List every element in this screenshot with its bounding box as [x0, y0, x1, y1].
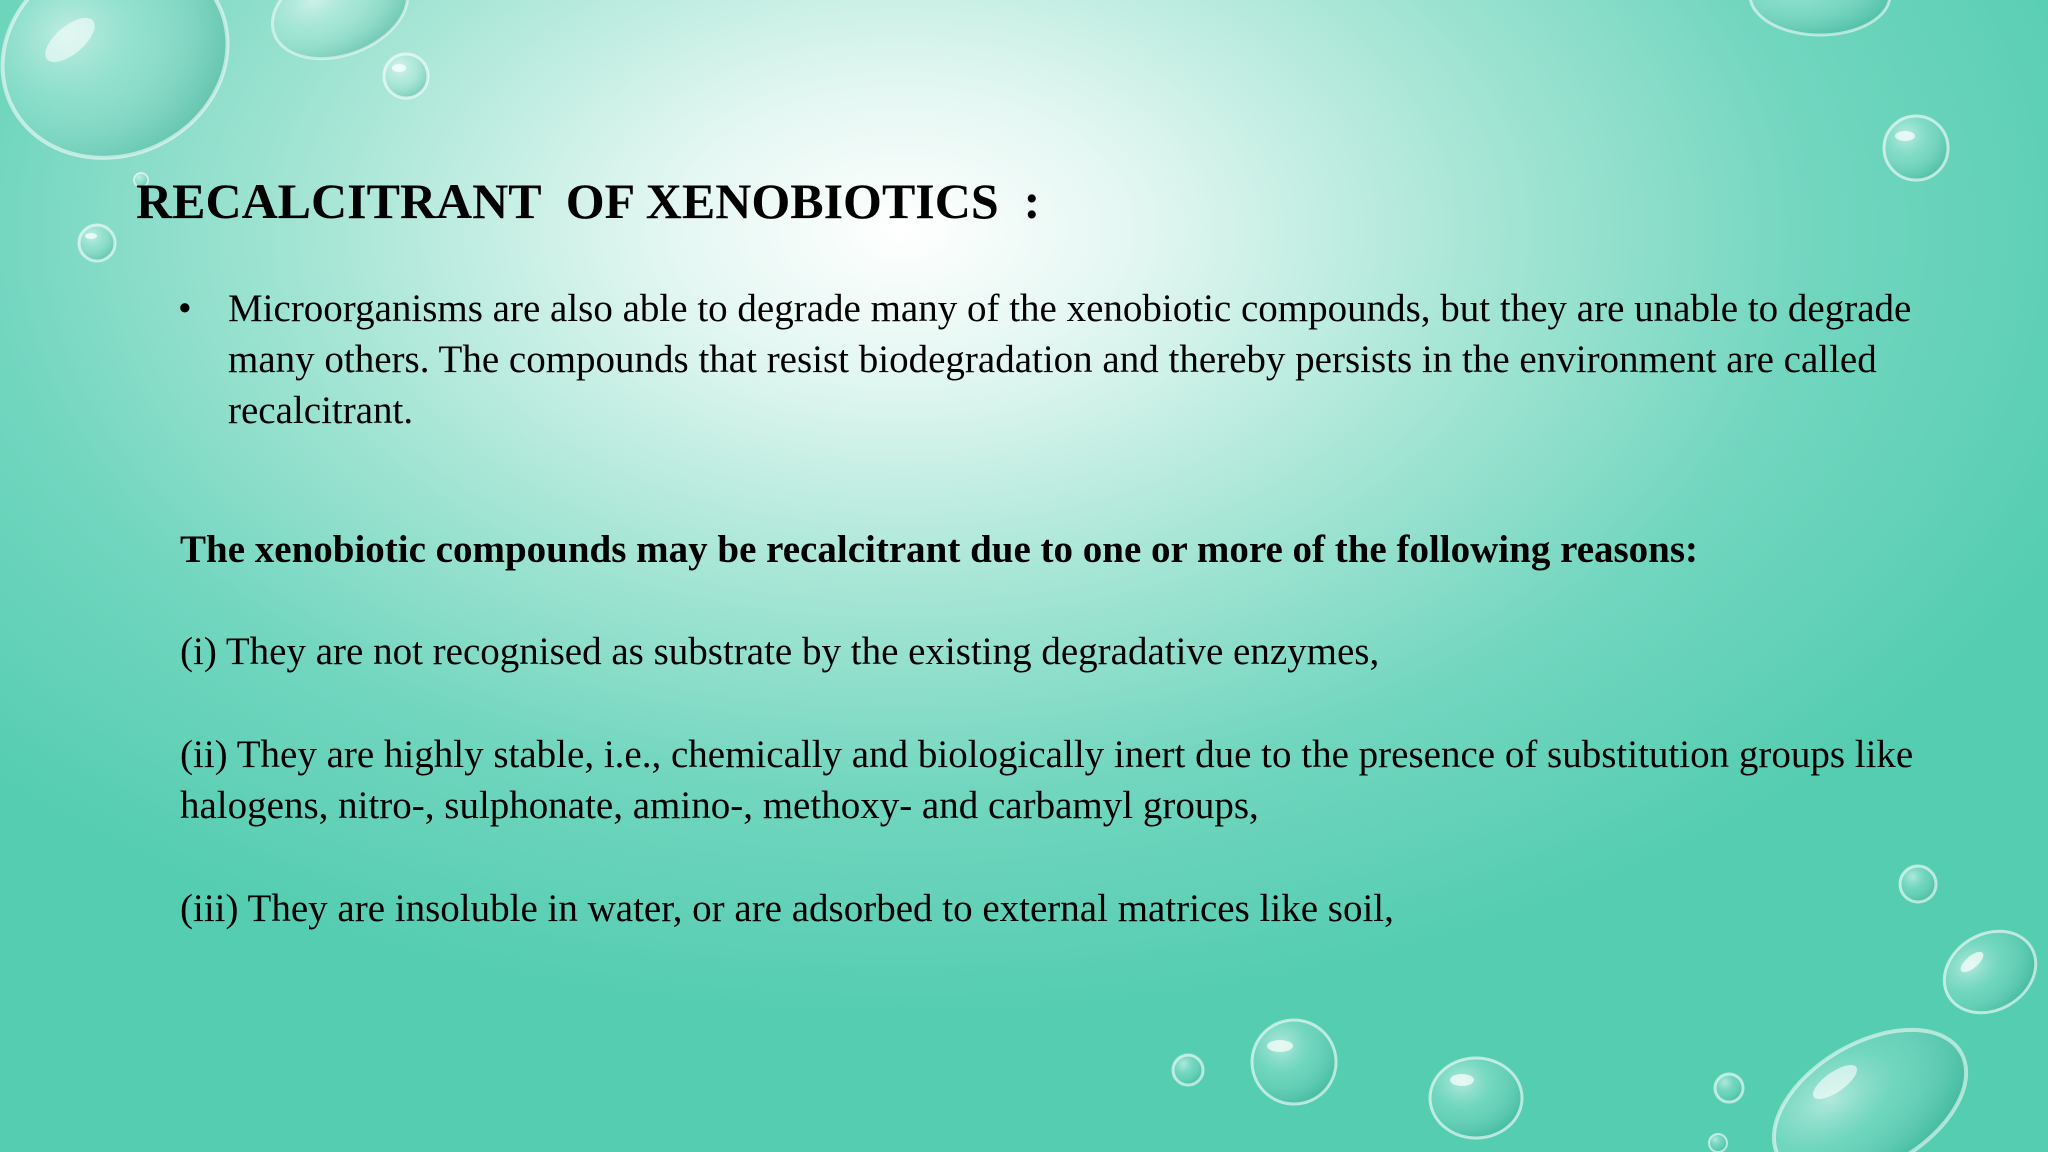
water-droplet-icon [384, 54, 428, 98]
bullet-text: Microorganisms are also able to degrade many of the xenobiotic compounds, but they are unable to degrade many others. The compounds that resist biodegradation and thereby persists in the environment are called recalcitrant. [228, 287, 1912, 432]
water-droplet-icon [1252, 1020, 1336, 1104]
reasons-heading: The xenobiotic compounds may be recalcitrant due to one or more of the following reasons: [180, 528, 1699, 571]
bullet-marker: • [178, 287, 192, 330]
water-droplet-icon [1884, 116, 1948, 180]
water-droplet-icon [0, 0, 261, 194]
water-droplet-icon [1715, 1074, 1743, 1102]
water-droplet-icon [1750, 0, 1890, 35]
reason-item: (i) They are not recognised as substrate by the existing degradative enzymes, [180, 630, 1380, 673]
water-droplet-icon [1430, 1058, 1522, 1138]
reason-item: (ii) They are highly stable, i.e., chemically and biologically inert due to the presence of substitution groups like halogens, nitro-, sulphonate, amino-, methoxy- and carbamyl groups, [180, 733, 1914, 827]
reason-item: (iii) They are insoluble in water, or are adsorbed to external matrices like soil, [180, 887, 1394, 930]
slide-title: RECALCITRANT OF XENOBIOTICS : [136, 173, 1041, 229]
water-droplet-icon [1748, 999, 1992, 1152]
water-droplet-icon [1709, 1134, 1727, 1152]
water-droplet-icon [1173, 1055, 1203, 1085]
water-droplet-icon [79, 225, 115, 261]
